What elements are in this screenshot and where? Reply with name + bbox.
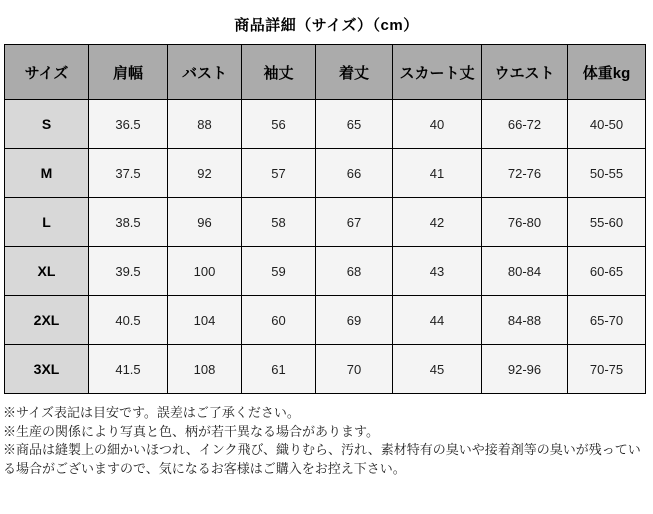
table-row-l bbox=[5, 198, 646, 247]
value-cell: 69 bbox=[316, 296, 393, 345]
size-chart-table bbox=[4, 44, 646, 394]
value-cell: 80-84 bbox=[482, 247, 568, 296]
value-cell: 65 bbox=[316, 100, 393, 149]
note-product-condition: ※商品は縫製上の細かいほつれ、インク飛び、織りむら、汚れ、素材特有の臭いや接着剤等の臭いが残っている場合がございますので、気になるお客様はご購入をお控え下さい。 bbox=[3, 442, 641, 476]
table-row-3xl bbox=[5, 345, 646, 394]
table-row-2xl bbox=[5, 296, 646, 345]
header-bust: バスト bbox=[168, 45, 242, 100]
value-cell: 36.5 bbox=[89, 100, 168, 149]
header-row bbox=[5, 45, 646, 100]
value-cell: 43 bbox=[393, 247, 482, 296]
value-cell: 88 bbox=[168, 100, 242, 149]
value-cell: 40-50 bbox=[568, 100, 646, 149]
value-cell: 58 bbox=[242, 198, 316, 247]
value-cell: 40 bbox=[393, 100, 482, 149]
value-cell: 108 bbox=[168, 345, 242, 394]
size-cell: 3XL bbox=[5, 345, 89, 394]
page-title: 商品詳細（サイズ）（cm） bbox=[234, 17, 419, 34]
value-cell: 104 bbox=[168, 296, 242, 345]
header-size: サイズ bbox=[5, 45, 89, 100]
size-cell: M bbox=[5, 149, 89, 198]
note-color-difference: ※生産の関係により写真と色、柄が若干異なる場合があります。 bbox=[3, 423, 379, 439]
value-cell: 66-72 bbox=[482, 100, 568, 149]
value-cell: 59 bbox=[242, 247, 316, 296]
value-cell: 42 bbox=[393, 198, 482, 247]
table-row-xl bbox=[5, 247, 646, 296]
value-cell: 41.5 bbox=[89, 345, 168, 394]
value-cell: 70 bbox=[316, 345, 393, 394]
value-cell: 56 bbox=[242, 100, 316, 149]
header-sleeve: 袖丈 bbox=[242, 45, 316, 100]
header-waist: ウエスト bbox=[482, 45, 568, 100]
value-cell: 67 bbox=[316, 198, 393, 247]
value-cell: 37.5 bbox=[89, 149, 168, 198]
value-cell: 70-75 bbox=[568, 345, 646, 394]
size-cell: 2XL bbox=[5, 296, 89, 345]
table-row-m bbox=[5, 149, 646, 198]
table-row-s bbox=[5, 100, 646, 149]
value-cell: 50-55 bbox=[568, 149, 646, 198]
note-size-disclaimer: ※サイズ表記は目安です。誤差はご了承ください。 bbox=[3, 405, 300, 420]
value-cell: 84-88 bbox=[482, 296, 568, 345]
value-cell: 60-65 bbox=[568, 247, 646, 296]
size-table-body bbox=[5, 100, 646, 394]
value-cell: 55-60 bbox=[568, 198, 646, 247]
value-cell: 45 bbox=[393, 345, 482, 394]
value-cell: 92-96 bbox=[482, 345, 568, 394]
size-cell: S bbox=[5, 100, 89, 149]
header-length: 着丈 bbox=[316, 45, 393, 100]
value-cell: 44 bbox=[393, 296, 482, 345]
size-table-header bbox=[5, 45, 646, 100]
value-cell: 57 bbox=[242, 149, 316, 198]
value-cell: 68 bbox=[316, 247, 393, 296]
value-cell: 72-76 bbox=[482, 149, 568, 198]
value-cell: 39.5 bbox=[89, 247, 168, 296]
size-cell: XL bbox=[5, 247, 89, 296]
footnotes bbox=[3, 404, 653, 478]
value-cell: 100 bbox=[168, 247, 242, 296]
value-cell: 60 bbox=[242, 296, 316, 345]
value-cell: 61 bbox=[242, 345, 316, 394]
value-cell: 66 bbox=[316, 149, 393, 198]
size-cell: L bbox=[5, 198, 89, 247]
header-skirt-length: スカート丈 bbox=[393, 45, 482, 100]
value-cell: 76-80 bbox=[482, 198, 568, 247]
value-cell: 38.5 bbox=[89, 198, 168, 247]
header-weight: 体重kg bbox=[568, 45, 646, 100]
header-shoulder: 肩幅 bbox=[89, 45, 168, 100]
value-cell: 65-70 bbox=[568, 296, 646, 345]
value-cell: 96 bbox=[168, 198, 242, 247]
value-cell: 41 bbox=[393, 149, 482, 198]
value-cell: 40.5 bbox=[89, 296, 168, 345]
value-cell: 92 bbox=[168, 149, 242, 198]
